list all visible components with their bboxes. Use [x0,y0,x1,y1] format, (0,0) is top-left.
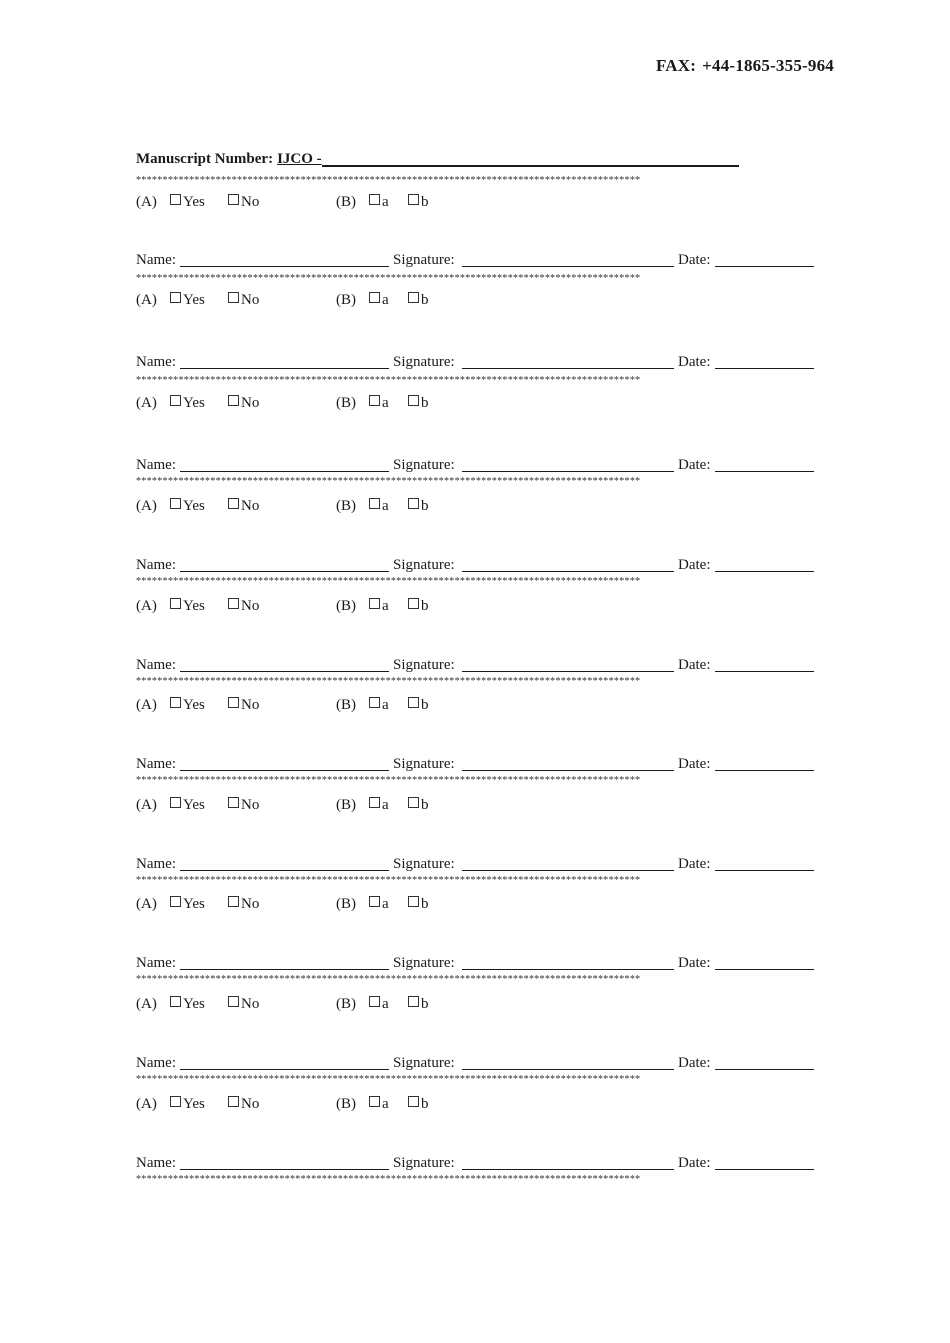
a-label: a [382,896,389,912]
signature-label: Signature: [393,856,455,872]
date-label: Date: [678,856,711,872]
no-label: No [241,292,260,308]
signature-row [136,854,814,874]
checkbox-icon [369,896,380,907]
signature-label: Signature: [393,457,455,473]
no-label: No [241,896,260,912]
b-checkbox[interactable] [408,290,429,310]
separator-line: *********************************************************************************************** [136,775,641,786]
no-checkbox[interactable] [228,393,259,413]
a-checkbox[interactable] [369,994,389,1014]
options-row [136,695,814,715]
b-label: b [421,797,429,813]
checkbox-icon [170,498,181,509]
yes-label: Yes [183,292,205,308]
yes-label: Yes [183,797,205,813]
options-row [136,290,814,310]
b-label: b [421,996,429,1012]
option-a-label: (A) [136,1096,157,1112]
yes-checkbox[interactable] [170,1094,205,1114]
option-b-label: (B) [336,996,356,1012]
date-label: Date: [678,354,711,370]
name-label: Name: [136,557,176,573]
checkbox-icon [369,697,380,708]
signature-label: Signature: [393,252,455,268]
b-checkbox[interactable] [408,1094,429,1114]
a-checkbox[interactable] [369,695,389,715]
separator-line: *********************************************************************************************** [136,974,641,985]
name-field[interactable] [180,870,389,871]
checkbox-icon [170,292,181,303]
name-label: Name: [136,1155,176,1171]
option-b-label: (B) [336,797,356,813]
separator-line: *********************************************************************************************** [136,1074,641,1085]
checkbox-icon [408,194,419,205]
yes-checkbox[interactable] [170,795,205,815]
signature-field[interactable] [462,368,674,369]
signature-field[interactable] [462,1169,674,1170]
yes-label: Yes [183,598,205,614]
no-label: No [241,395,260,411]
option-b-label: (B) [336,395,356,411]
name-field[interactable] [180,770,389,771]
options-row [136,192,814,212]
date-label: Date: [678,557,711,573]
options-row [136,894,814,914]
options-row [136,1094,814,1114]
checkbox-icon [228,697,239,708]
name-field[interactable] [180,266,389,267]
no-checkbox[interactable] [228,1094,259,1114]
checkbox-icon [408,292,419,303]
yes-checkbox[interactable] [170,894,205,914]
signature-field[interactable] [462,870,674,871]
no-label: No [241,1096,260,1112]
yes-checkbox[interactable] [170,290,205,310]
b-checkbox[interactable] [408,994,429,1014]
no-checkbox[interactable] [228,894,259,914]
date-label: Date: [678,657,711,673]
a-label: a [382,598,389,614]
name-field[interactable] [180,969,389,970]
a-label: a [382,498,389,514]
no-label: No [241,598,260,614]
signature-label: Signature: [393,756,455,772]
a-label: a [382,395,389,411]
signature-field[interactable] [462,770,674,771]
yes-checkbox[interactable] [170,994,205,1014]
fax-header [656,56,834,76]
option-a-label: (A) [136,797,157,813]
checkbox-icon [170,697,181,708]
a-label: a [382,1096,389,1112]
yes-label: Yes [183,194,205,210]
yes-label: Yes [183,896,205,912]
a-label: a [382,194,389,210]
b-label: b [421,395,429,411]
date-label: Date: [678,252,711,268]
option-b-label: (B) [336,498,356,514]
yes-label: Yes [183,395,205,411]
separator-line: *********************************************************************************************** [136,273,641,284]
manuscript-number [136,151,739,168]
name-label: Name: [136,1055,176,1071]
checkbox-icon [408,896,419,907]
checkbox-icon [369,194,380,205]
signature-field[interactable] [462,471,674,472]
yes-label: Yes [183,697,205,713]
checkbox-icon [228,498,239,509]
checkbox-icon [369,996,380,1007]
checkbox-icon [369,797,380,808]
name-label: Name: [136,756,176,772]
checkbox-icon [408,697,419,708]
checkbox-icon [170,598,181,609]
no-label: No [241,996,260,1012]
no-checkbox[interactable] [228,192,259,212]
option-a-label: (A) [136,697,157,713]
date-field[interactable] [715,1069,814,1070]
date-field[interactable] [715,870,814,871]
checkbox-icon [408,996,419,1007]
checkbox-icon [369,395,380,406]
b-label: b [421,194,429,210]
options-row [136,393,814,413]
date-field[interactable] [715,266,814,267]
name-field[interactable] [180,1069,389,1070]
manuscript-number-field[interactable] [322,152,739,167]
name-label: Name: [136,457,176,473]
a-checkbox[interactable] [369,393,389,413]
no-checkbox[interactable] [228,596,259,616]
option-a-label: (A) [136,395,157,411]
no-label: No [241,194,260,210]
date-label: Date: [678,1155,711,1171]
option-a-label: (A) [136,598,157,614]
checkbox-icon [408,1096,419,1107]
manuscript-code: IJCO - [277,151,322,167]
date-field[interactable] [715,571,814,572]
yes-checkbox[interactable] [170,496,205,516]
checkbox-icon [369,598,380,609]
no-label: No [241,797,260,813]
date-field[interactable] [715,969,814,970]
yes-checkbox[interactable] [170,192,205,212]
checkbox-icon [408,498,419,509]
signature-field[interactable] [462,1069,674,1070]
no-label: No [241,697,260,713]
name-field[interactable] [180,471,389,472]
options-row [136,994,814,1014]
a-checkbox[interactable] [369,894,389,914]
signature-row [136,655,814,675]
no-label: No [241,498,260,514]
b-checkbox[interactable] [408,894,429,914]
b-label: b [421,896,429,912]
a-checkbox[interactable] [369,596,389,616]
b-label: b [421,697,429,713]
a-checkbox[interactable] [369,1094,389,1114]
option-a-label: (A) [136,896,157,912]
option-b-label: (B) [336,1096,356,1112]
signature-field[interactable] [462,571,674,572]
name-label: Name: [136,657,176,673]
date-field[interactable] [715,368,814,369]
checkbox-icon [170,996,181,1007]
checkbox-icon [228,896,239,907]
signature-label: Signature: [393,1155,455,1171]
checkbox-icon [228,194,239,205]
signature-label: Signature: [393,1055,455,1071]
separator-line: *********************************************************************************************** [136,476,641,487]
checkbox-icon [408,598,419,609]
separator-line: *********************************************************************************************** [136,1174,641,1185]
signature-row [136,1153,814,1173]
checkbox-icon [228,292,239,303]
signature-row [136,352,814,372]
signature-row [136,455,814,475]
checkbox-icon [228,996,239,1007]
option-b-label: (B) [336,697,356,713]
name-label: Name: [136,354,176,370]
b-checkbox[interactable] [408,596,429,616]
option-b-label: (B) [336,194,356,210]
name-field[interactable] [180,1169,389,1170]
b-checkbox[interactable] [408,393,429,413]
name-label: Name: [136,856,176,872]
a-label: a [382,996,389,1012]
date-field[interactable] [715,671,814,672]
options-row [136,795,814,815]
checkbox-icon [369,292,380,303]
a-checkbox[interactable] [369,795,389,815]
separator-line: *********************************************************************************************** [136,175,641,186]
signature-field[interactable] [462,671,674,672]
date-label: Date: [678,457,711,473]
separator-line: *********************************************************************************************** [136,875,641,886]
checkbox-icon [369,1096,380,1107]
no-checkbox[interactable] [228,994,259,1014]
name-label: Name: [136,252,176,268]
yes-label: Yes [183,1096,205,1112]
option-b-label: (B) [336,598,356,614]
options-row [136,496,814,516]
name-field[interactable] [180,671,389,672]
no-checkbox[interactable] [228,290,259,310]
separator-line: *********************************************************************************************** [136,375,641,386]
signature-label: Signature: [393,354,455,370]
option-a-label: (A) [136,194,157,210]
signature-field[interactable] [462,266,674,267]
yes-label: Yes [183,996,205,1012]
signature-label: Signature: [393,955,455,971]
date-label: Date: [678,1055,711,1071]
fax-number: +44-1865-355-964 [702,56,834,75]
checkbox-icon [408,395,419,406]
signature-label: Signature: [393,557,455,573]
no-checkbox[interactable] [228,795,259,815]
options-row [136,596,814,616]
fax-label: FAX: [655,56,697,75]
b-checkbox[interactable] [408,695,429,715]
date-label: Date: [678,756,711,772]
checkbox-icon [170,395,181,406]
b-label: b [421,292,429,308]
a-label: a [382,797,389,813]
yes-checkbox[interactable] [170,596,205,616]
checkbox-icon [170,896,181,907]
manuscript-label: Manuscript Number: [136,151,274,167]
signature-row [136,555,814,575]
checkbox-icon [408,797,419,808]
a-label: a [382,697,389,713]
b-checkbox[interactable] [408,496,429,516]
b-label: b [421,1096,429,1112]
yes-checkbox[interactable] [170,393,205,413]
signature-label: Signature: [393,657,455,673]
date-field[interactable] [715,471,814,472]
b-checkbox[interactable] [408,795,429,815]
option-a-label: (A) [136,498,157,514]
signature-field[interactable] [462,969,674,970]
checkbox-icon [228,1096,239,1107]
checkbox-icon [170,797,181,808]
signature-row [136,953,814,973]
option-b-label: (B) [336,292,356,308]
checkbox-icon [228,598,239,609]
name-label: Name: [136,955,176,971]
no-checkbox[interactable] [228,496,259,516]
a-checkbox[interactable] [369,496,389,516]
b-label: b [421,598,429,614]
checkbox-icon [228,395,239,406]
checkbox-icon [170,194,181,205]
signature-row [136,754,814,774]
separator-line: *********************************************************************************************** [136,676,641,687]
checkbox-icon [228,797,239,808]
b-label: b [421,498,429,514]
name-field[interactable] [180,368,389,369]
date-field[interactable] [715,770,814,771]
b-checkbox[interactable] [408,192,429,212]
date-field[interactable] [715,1169,814,1170]
a-checkbox[interactable] [369,192,389,212]
signature-row [136,1053,814,1073]
date-label: Date: [678,955,711,971]
name-field[interactable] [180,571,389,572]
a-label: a [382,292,389,308]
option-b-label: (B) [336,896,356,912]
no-checkbox[interactable] [228,695,259,715]
yes-checkbox[interactable] [170,695,205,715]
checkbox-icon [170,1096,181,1107]
a-checkbox[interactable] [369,290,389,310]
separator-line: *********************************************************************************************** [136,576,641,587]
option-a-label: (A) [136,292,157,308]
signature-row [136,250,814,270]
yes-label: Yes [183,498,205,514]
checkbox-icon [369,498,380,509]
option-a-label: (A) [136,996,157,1012]
